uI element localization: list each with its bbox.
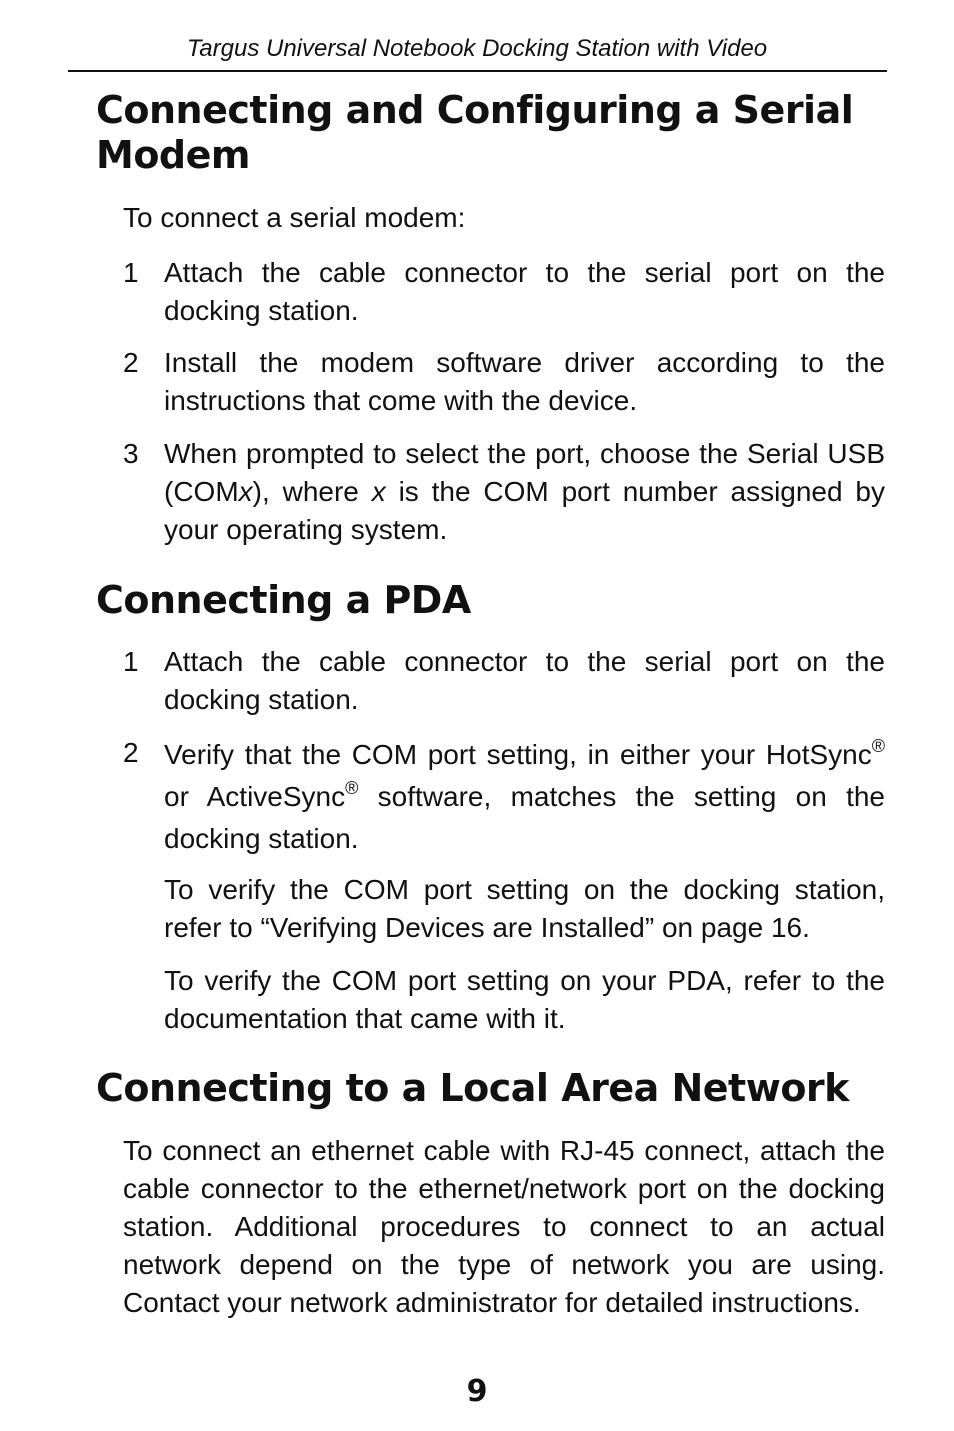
pda-step-2-number: 2: [123, 737, 139, 768]
section-heading-pda: Connecting a PDA: [96, 578, 471, 622]
pda-step-2-text-a: Verify that the COM port setting, in either your HotSync: [164, 739, 872, 770]
pda-step-1-text: Attach the cable connector to the serial port on the docking station.: [164, 646, 885, 715]
modem-step-3-var-x-2: x: [371, 476, 386, 507]
pda-note-device: To verify the COM port setting on your PDA, refer to the documentation that came with it.: [164, 965, 885, 1034]
modem-step-3-text-a: When prompted to select the port, choose the Serial USB (COM: [164, 438, 885, 507]
registered-mark: ®: [871, 736, 885, 756]
pda-step-2-text-c: software, matches the setting on the docking station.: [164, 781, 885, 854]
modem-step-3-var-x: x: [238, 476, 253, 507]
modem-step-1-number: 1: [123, 257, 139, 288]
modem-step-3-text-c: is the COM port number assigned by your operating system.: [164, 476, 885, 545]
modem-step-3-number: 3: [123, 438, 139, 469]
section-heading-lan: Connecting to a Local Area Network: [96, 1066, 849, 1110]
modem-step-2-text: Install the modem software driver according to the instructions that come with the device.: [164, 347, 885, 416]
page-number: 9: [466, 1374, 488, 1409]
pda-step-2-text-b: or ActiveSync: [164, 781, 346, 812]
modem-step-2-number: 2: [123, 347, 139, 378]
lan-body: To connect an ethernet cable with RJ-45 connect, attach the cable connector to the ethernet/network port on the docking station. Additional procedures to connect to an actual network depend on the type of network you are using. Contact your network administrator for detailed instructions.: [123, 1135, 885, 1318]
modem-step-3-text-b: ), where: [252, 476, 372, 507]
pda-note-docking-station: To verify the COM port setting on the docking station, refer to “Verifying Devices are Installed” on page 16.: [164, 874, 885, 943]
modem-step-3-text: [164, 435, 885, 549]
section-heading-serial-modem: Connecting and Configuring a Serial Modem: [96, 88, 854, 177]
registered-mark-2: ®: [345, 778, 359, 798]
pda-step-1-number: 1: [123, 646, 139, 677]
pda-step-2-text: [164, 734, 885, 860]
running-header: Targus Universal Notebook Docking Station with Video: [186, 35, 768, 62]
header-divider: [68, 70, 887, 72]
modem-intro: To connect a serial modem:: [123, 202, 466, 233]
modem-step-1-text: Attach the cable connector to the serial port on the docking station.: [164, 257, 885, 326]
